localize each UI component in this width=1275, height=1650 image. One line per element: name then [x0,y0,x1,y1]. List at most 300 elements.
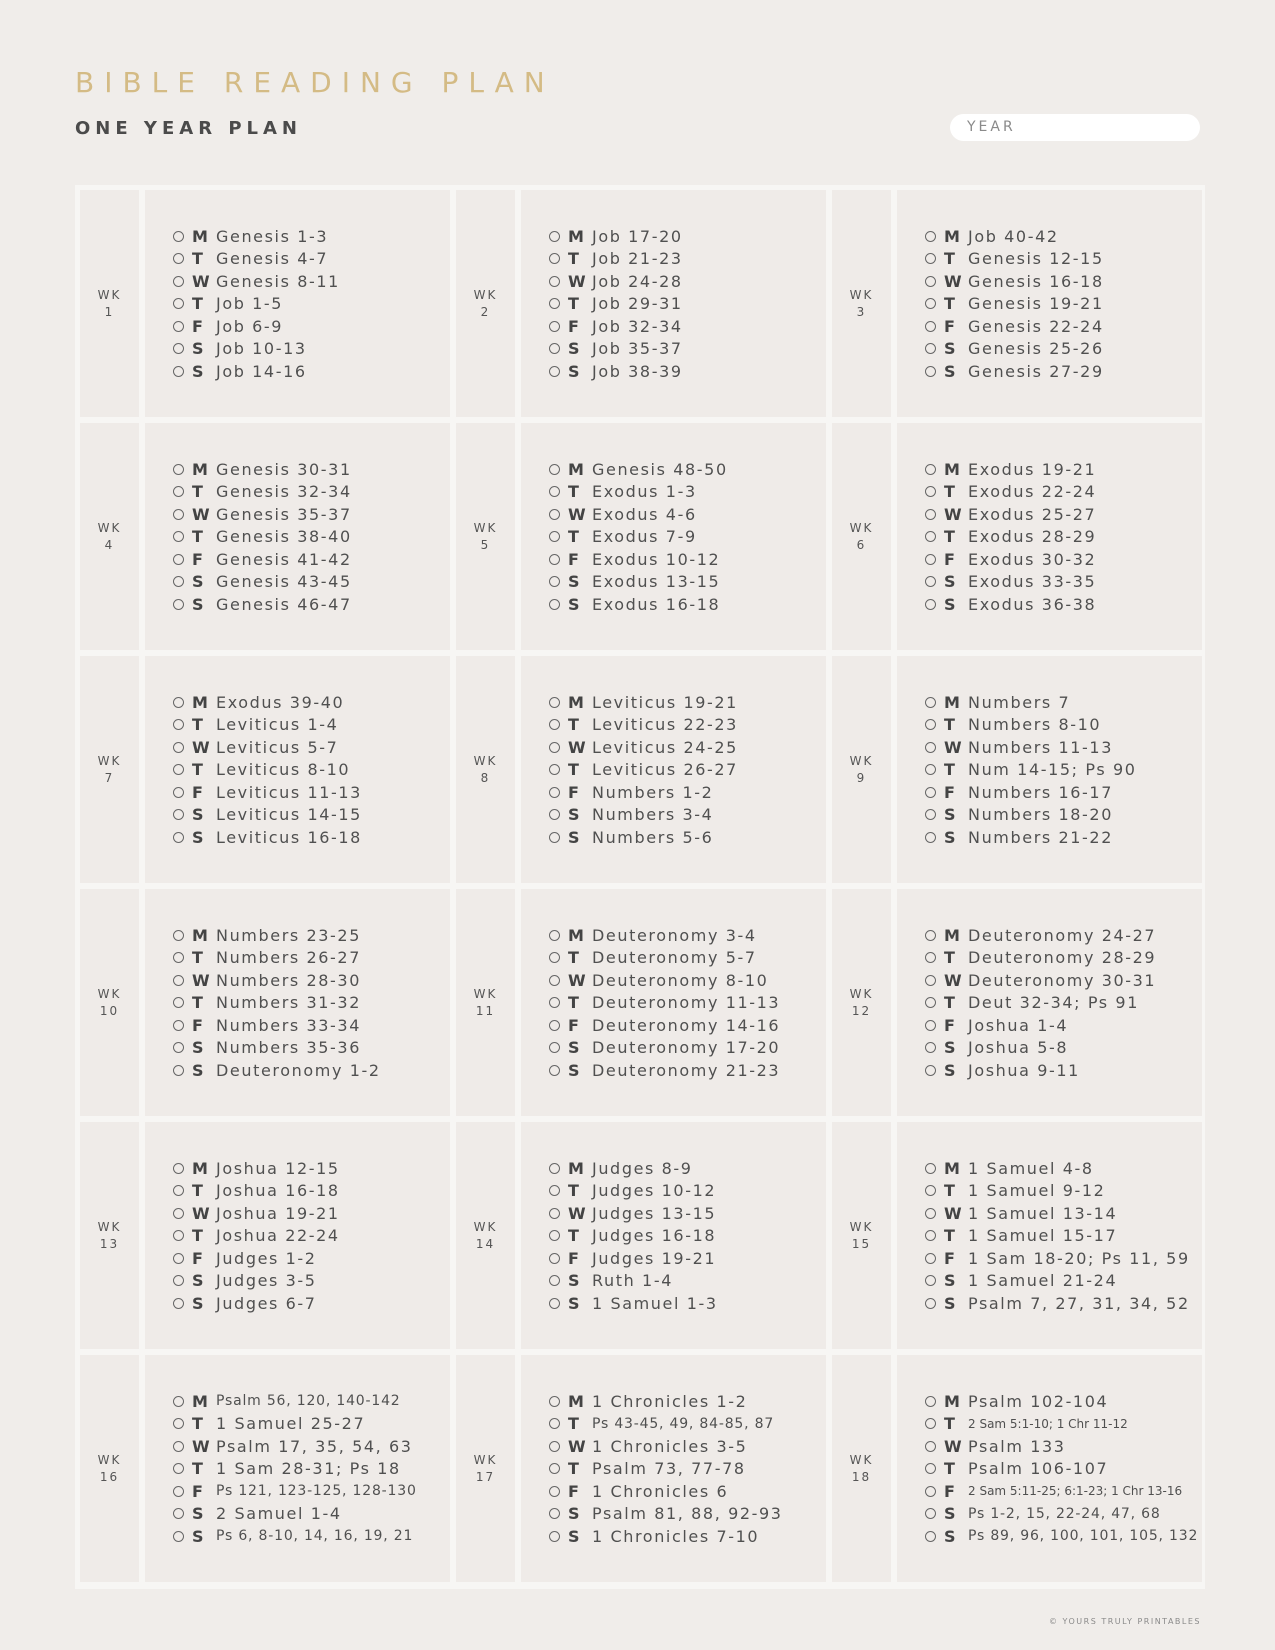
week-readings [897,1355,1202,1582]
checkbox-circle-icon[interactable] [173,599,184,610]
checkbox-circle-icon[interactable] [173,298,184,309]
checkbox-circle-icon[interactable] [549,832,560,843]
checkbox-circle-icon[interactable] [173,1508,184,1519]
day-item [549,1269,718,1292]
day-letter: T [192,948,203,967]
reading-text: Judges 1-2 [216,1248,317,1268]
checkbox-circle-icon[interactable] [549,599,560,610]
day-item [925,1525,1198,1548]
day-letter: F [568,1481,579,1501]
week-readings [145,1122,450,1349]
day-item [549,1412,783,1435]
reading-text: Judges 3-5 [216,1271,317,1290]
day-item [925,1247,1190,1270]
day-list [549,1157,718,1315]
checkbox-circle-icon[interactable] [173,832,184,843]
day-item [549,337,683,360]
reading-text: 2 Samuel 1-4 [216,1504,342,1523]
checkbox-circle-icon[interactable] [925,787,936,798]
checkbox-circle-icon[interactable] [549,1185,560,1196]
checkbox-circle-icon[interactable] [173,253,184,264]
week-number: 10 [99,1003,120,1018]
checkbox-circle-icon[interactable] [925,742,936,753]
day-item [925,781,1137,804]
checkbox-circle-icon[interactable] [173,719,184,730]
day-item [925,1269,1190,1292]
reading-text: Psalm 73, 77-78 [592,1459,746,1478]
checkbox-circle-icon[interactable] [925,298,936,309]
checkbox-circle-icon[interactable] [549,1463,560,1474]
checkbox-circle-icon[interactable] [925,1396,936,1407]
checkbox-circle-icon[interactable] [173,787,184,798]
day-item [173,1390,417,1413]
day-letter: F [568,549,579,569]
day-letter: M [568,459,584,479]
day-item [925,1224,1190,1247]
checkbox-circle-icon[interactable] [173,742,184,753]
checkbox-circle-icon[interactable] [173,997,184,1008]
reading-text: Genesis 38-40 [216,527,352,546]
reading-text: Numbers 8-10 [968,715,1102,734]
reading-text: Joshua 9-11 [968,1060,1080,1080]
day-letter: T [192,715,203,734]
day-letter: S [192,1060,204,1080]
reading-text: Ps 6, 8-10, 14, 16, 19, 21 [216,1528,414,1544]
reading-text: Leviticus 24-25 [592,737,738,757]
reading-text: 1 Sam 28-31; Ps 18 [216,1459,401,1478]
day-item [925,1202,1190,1225]
checkbox-circle-icon[interactable] [173,464,184,475]
week-label-text: WK [473,1452,498,1467]
reading-text: Numbers 31-32 [216,993,361,1012]
checkbox-circle-icon[interactable] [549,930,560,941]
checkbox-circle-icon[interactable] [173,952,184,963]
checkbox-circle-icon[interactable] [549,509,560,520]
day-item [173,803,362,826]
day-letter: W [944,1203,962,1223]
day-letter: T [944,760,955,779]
reading-text: Numbers 3-4 [592,805,714,824]
checkbox-circle-icon[interactable] [549,276,560,287]
day-letter: M [568,1158,584,1178]
day-letter: S [944,1293,956,1313]
day-item [173,1412,417,1435]
day-letter: T [944,948,955,967]
day-item [173,315,340,338]
day-letter: F [192,1015,203,1035]
day-item [549,1157,718,1180]
day-letter: T [944,715,955,734]
day-item [549,713,738,736]
checkbox-circle-icon[interactable] [925,997,936,1008]
checkbox-circle-icon[interactable] [925,509,936,520]
reading-text: 1 Samuel 4-8 [968,1158,1094,1178]
checkbox-circle-icon[interactable] [925,1065,936,1076]
checkbox-circle-icon[interactable] [925,1508,936,1519]
checkbox-circle-icon[interactable] [173,1208,184,1219]
checkbox-circle-icon[interactable] [549,1020,560,1031]
day-letter: S [192,1526,204,1546]
checkbox-circle-icon[interactable] [549,1441,560,1452]
checkbox-circle-icon[interactable] [925,1441,936,1452]
day-item [549,991,780,1014]
checkbox-circle-icon[interactable] [549,1396,560,1407]
week-readings [897,190,1202,417]
day-letter: M [944,226,960,246]
checkbox-circle-icon[interactable] [549,742,560,753]
checkbox-circle-icon[interactable] [925,1253,936,1264]
reading-text: Joshua 16-18 [216,1181,340,1200]
day-letter: S [568,1504,580,1523]
reading-text: Psalm 106-107 [968,1459,1109,1478]
checkbox-circle-icon[interactable] [549,343,560,354]
checkbox-circle-icon[interactable] [925,366,936,377]
week-label [80,190,139,417]
checkbox-circle-icon[interactable] [925,1275,936,1286]
checkbox-circle-icon[interactable] [549,1486,560,1497]
reading-text: Job 10-13 [216,339,307,358]
checkbox-circle-icon[interactable] [925,1531,936,1542]
day-item [173,503,352,526]
year-field[interactable]: YEAR [950,114,1200,141]
reading-text: Joshua 19-21 [216,1203,340,1223]
day-item [925,337,1104,360]
reading-text: Genesis 46-47 [216,594,352,614]
day-list [925,691,1137,849]
checkbox-circle-icon[interactable] [925,975,936,986]
day-list [173,225,340,383]
checkbox-circle-icon[interactable] [173,486,184,497]
day-item [173,225,340,248]
day-item [173,1224,340,1247]
checkbox-circle-icon[interactable] [173,1020,184,1031]
day-letter: T [192,1414,203,1433]
checkbox-circle-icon[interactable] [549,1531,560,1542]
checkbox-circle-icon[interactable] [173,1275,184,1286]
checkbox-circle-icon[interactable] [925,832,936,843]
checkbox-circle-icon[interactable] [925,576,936,587]
week-label-text: WK [97,520,122,535]
footer-credit: © YOURS TRULY PRINTABLES [1049,1617,1201,1626]
day-item [925,969,1156,992]
week-readings [897,656,1202,883]
reading-text: Job 38-39 [592,361,683,381]
checkbox-circle-icon[interactable] [925,276,936,287]
checkbox-circle-icon[interactable] [925,1298,936,1309]
checkbox-circle-icon[interactable] [925,719,936,730]
day-letter: T [944,249,955,268]
day-letter: S [944,1060,956,1080]
page-subtitle: ONE YEAR PLAN [75,118,302,139]
reading-text: Leviticus 22-23 [592,715,738,734]
day-letter: T [944,993,955,1012]
checkbox-circle-icon[interactable] [925,486,936,497]
reading-text: Joshua 5-8 [968,1038,1069,1057]
checkbox-circle-icon[interactable] [173,809,184,820]
checkbox-circle-icon[interactable] [549,554,560,565]
reading-text: Judges 16-18 [592,1226,717,1245]
checkbox-circle-icon[interactable] [173,231,184,242]
week-label-text: WK [473,986,498,1001]
reading-text: Leviticus 1-4 [216,715,339,734]
checkbox-circle-icon[interactable] [173,1463,184,1474]
reading-text: Ps 89, 96, 100, 101, 105, 132 [968,1528,1199,1544]
day-item [173,525,352,548]
day-item [173,924,381,947]
checkbox-circle-icon[interactable] [173,1185,184,1196]
reading-text: Psalm 81, 88, 92-93 [592,1504,783,1523]
day-list [925,924,1156,1082]
day-item [925,548,1096,571]
day-item [173,736,362,759]
checkbox-circle-icon[interactable] [173,1065,184,1076]
day-item [925,292,1104,315]
day-item [173,1502,417,1525]
checkbox-circle-icon[interactable] [549,486,560,497]
reading-text: Numbers 7 [968,692,1071,712]
day-letter: M [192,692,208,712]
checkbox-circle-icon[interactable] [549,1065,560,1076]
day-item [173,1292,340,1315]
checkbox-circle-icon[interactable] [549,975,560,986]
checkbox-circle-icon[interactable] [925,1020,936,1031]
checkbox-circle-icon[interactable] [173,697,184,708]
checkbox-circle-icon[interactable] [173,1441,184,1452]
checkbox-circle-icon[interactable] [549,531,560,542]
checkbox-circle-icon[interactable] [173,975,184,986]
checkbox-circle-icon[interactable] [925,697,936,708]
checkbox-circle-icon[interactable] [549,809,560,820]
week-label [80,1122,139,1349]
week-readings [897,889,1202,1116]
day-item [173,1014,381,1037]
checkbox-circle-icon[interactable] [925,930,936,941]
checkbox-circle-icon[interactable] [549,1275,560,1286]
checkbox-circle-icon[interactable] [549,321,560,332]
day-item [925,1435,1198,1458]
checkbox-circle-icon[interactable] [925,531,936,542]
reading-text: Judges 19-21 [592,1248,717,1268]
checkbox-circle-icon[interactable] [925,1230,936,1241]
week-readings [897,423,1202,650]
checkbox-circle-icon[interactable] [173,576,184,587]
checkbox-circle-icon[interactable] [549,1042,560,1053]
checkbox-circle-icon[interactable] [173,554,184,565]
checkbox-circle-icon[interactable] [549,1298,560,1309]
day-letter: T [944,527,955,546]
checkbox-circle-icon[interactable] [925,1486,936,1497]
reading-text: 1 Sam 18-20; Ps 11, 59 [968,1248,1190,1268]
day-item [925,1059,1156,1082]
day-letter: W [944,504,962,524]
week-label [832,889,891,1116]
checkbox-circle-icon[interactable] [925,321,936,332]
reading-text: Numbers 5-6 [592,827,714,847]
day-letter: T [568,1459,579,1478]
day-letter: S [568,1060,580,1080]
checkbox-circle-icon[interactable] [549,366,560,377]
day-list [173,1390,417,1548]
checkbox-circle-icon[interactable] [925,253,936,264]
day-item [549,525,728,548]
day-letter: T [192,294,203,313]
checkbox-circle-icon[interactable] [549,1508,560,1519]
day-item [925,803,1137,826]
checkbox-circle-icon[interactable] [173,1486,184,1497]
checkbox-circle-icon[interactable] [549,231,560,242]
day-letter: W [568,970,586,990]
checkbox-circle-icon[interactable] [173,1298,184,1309]
day-letter: S [568,1293,580,1313]
week-label-text: WK [849,287,874,302]
checkbox-circle-icon[interactable] [173,531,184,542]
day-item [549,270,683,293]
day-letter: T [568,1181,579,1200]
week-label-text: WK [473,753,498,768]
checkbox-circle-icon[interactable] [173,1230,184,1241]
checkbox-circle-icon[interactable] [549,1253,560,1264]
checkbox-circle-icon[interactable] [549,997,560,1008]
checkbox-circle-icon[interactable] [925,231,936,242]
checkbox-circle-icon[interactable] [549,952,560,963]
checkbox-circle-icon[interactable] [925,599,936,610]
day-item [549,548,728,571]
reading-text: Deuteronomy 30-31 [968,970,1157,990]
checkbox-circle-icon[interactable] [173,276,184,287]
checkbox-circle-icon[interactable] [173,1042,184,1053]
checkbox-circle-icon[interactable] [925,343,936,354]
checkbox-circle-icon[interactable] [549,787,560,798]
day-item [549,247,683,270]
day-item [925,503,1096,526]
day-item [549,1435,783,1458]
reading-text: Numbers 16-17 [968,782,1113,802]
checkbox-circle-icon[interactable] [549,298,560,309]
week-label-text: WK [849,1219,874,1234]
reading-text: Genesis 48-50 [592,459,728,479]
reading-text: Leviticus 16-18 [216,827,362,847]
checkbox-circle-icon[interactable] [173,509,184,520]
day-item [549,1202,718,1225]
day-letter: W [944,970,962,990]
day-item [173,1157,340,1180]
day-letter: S [568,361,580,381]
checkbox-circle-icon[interactable] [549,1208,560,1219]
checkbox-circle-icon[interactable] [925,952,936,963]
checkbox-circle-icon[interactable] [173,343,184,354]
day-item [549,292,683,315]
day-item [925,525,1096,548]
reading-text: Joshua 1-4 [968,1015,1069,1035]
week-label-text: WK [97,753,122,768]
reading-text: Numbers 1-2 [592,782,714,802]
checkbox-circle-icon[interactable] [549,697,560,708]
week-readings [897,1122,1202,1349]
day-item [925,1157,1190,1180]
checkbox-circle-icon[interactable] [549,764,560,775]
checkbox-circle-icon[interactable] [925,1208,936,1219]
checkbox-circle-icon[interactable] [173,1531,184,1542]
day-item [925,1480,1198,1503]
day-item [925,1014,1156,1037]
day-letter: F [568,1248,579,1268]
day-item [173,247,340,270]
reading-text: Psalm 7, 27, 31, 34, 52 [968,1293,1190,1313]
day-letter: W [568,504,586,524]
day-item [925,480,1096,503]
checkbox-circle-icon[interactable] [173,1163,184,1174]
day-letter: M [944,459,960,479]
page-title: BIBLE READING PLAN [75,66,555,99]
checkbox-circle-icon[interactable] [549,719,560,730]
checkbox-circle-icon[interactable] [925,1463,936,1474]
week-label [80,1355,139,1582]
day-item [173,713,362,736]
day-letter: W [568,1436,586,1456]
reading-text: Deuteronomy 1-2 [216,1060,381,1080]
checkbox-circle-icon[interactable] [925,1185,936,1196]
week-label [456,889,515,1116]
reading-text: Psalm 102-104 [968,1391,1109,1411]
day-item [549,225,683,248]
day-item [925,1502,1198,1525]
reading-text: 1 Samuel 21-24 [968,1271,1118,1290]
checkbox-circle-icon[interactable] [173,930,184,941]
day-item [173,360,340,383]
checkbox-circle-icon[interactable] [925,1163,936,1174]
checkbox-circle-icon[interactable] [173,1253,184,1264]
checkbox-circle-icon[interactable] [173,764,184,775]
day-letter: S [944,361,956,381]
checkbox-circle-icon[interactable] [549,1418,560,1429]
day-letter: T [944,1459,955,1478]
day-item [173,1179,340,1202]
week-label [456,190,515,417]
checkbox-circle-icon[interactable] [925,809,936,820]
day-letter: S [944,339,956,358]
day-list [173,691,362,849]
day-list [549,458,728,616]
checkbox-circle-icon[interactable] [173,1418,184,1429]
day-letter: S [568,1271,580,1290]
week-readings [521,1355,826,1582]
checkbox-circle-icon[interactable] [549,1163,560,1174]
checkbox-circle-icon[interactable] [925,764,936,775]
reading-text: Numbers 26-27 [216,948,361,967]
reading-text: Deuteronomy 8-10 [592,970,769,990]
checkbox-circle-icon[interactable] [173,1396,184,1407]
checkbox-circle-icon[interactable] [549,576,560,587]
checkbox-circle-icon[interactable] [173,321,184,332]
checkbox-circle-icon[interactable] [549,1230,560,1241]
checkbox-circle-icon[interactable] [925,464,936,475]
reading-text: Genesis 32-34 [216,482,352,501]
reading-text: Psalm 133 [968,1436,1066,1456]
week-readings [521,1122,826,1349]
reading-text: Judges 10-12 [592,1181,717,1200]
checkbox-circle-icon[interactable] [925,1042,936,1053]
checkbox-circle-icon[interactable] [549,253,560,264]
day-item [925,270,1104,293]
checkbox-circle-icon[interactable] [173,366,184,377]
day-item [925,225,1104,248]
reading-text: Deuteronomy 14-16 [592,1015,781,1035]
checkbox-circle-icon[interactable] [925,1418,936,1429]
checkbox-circle-icon[interactable] [925,554,936,565]
reading-text: Deuteronomy 24-27 [968,925,1157,945]
reading-text: Deuteronomy 11-13 [592,993,781,1012]
checkbox-circle-icon[interactable] [549,464,560,475]
